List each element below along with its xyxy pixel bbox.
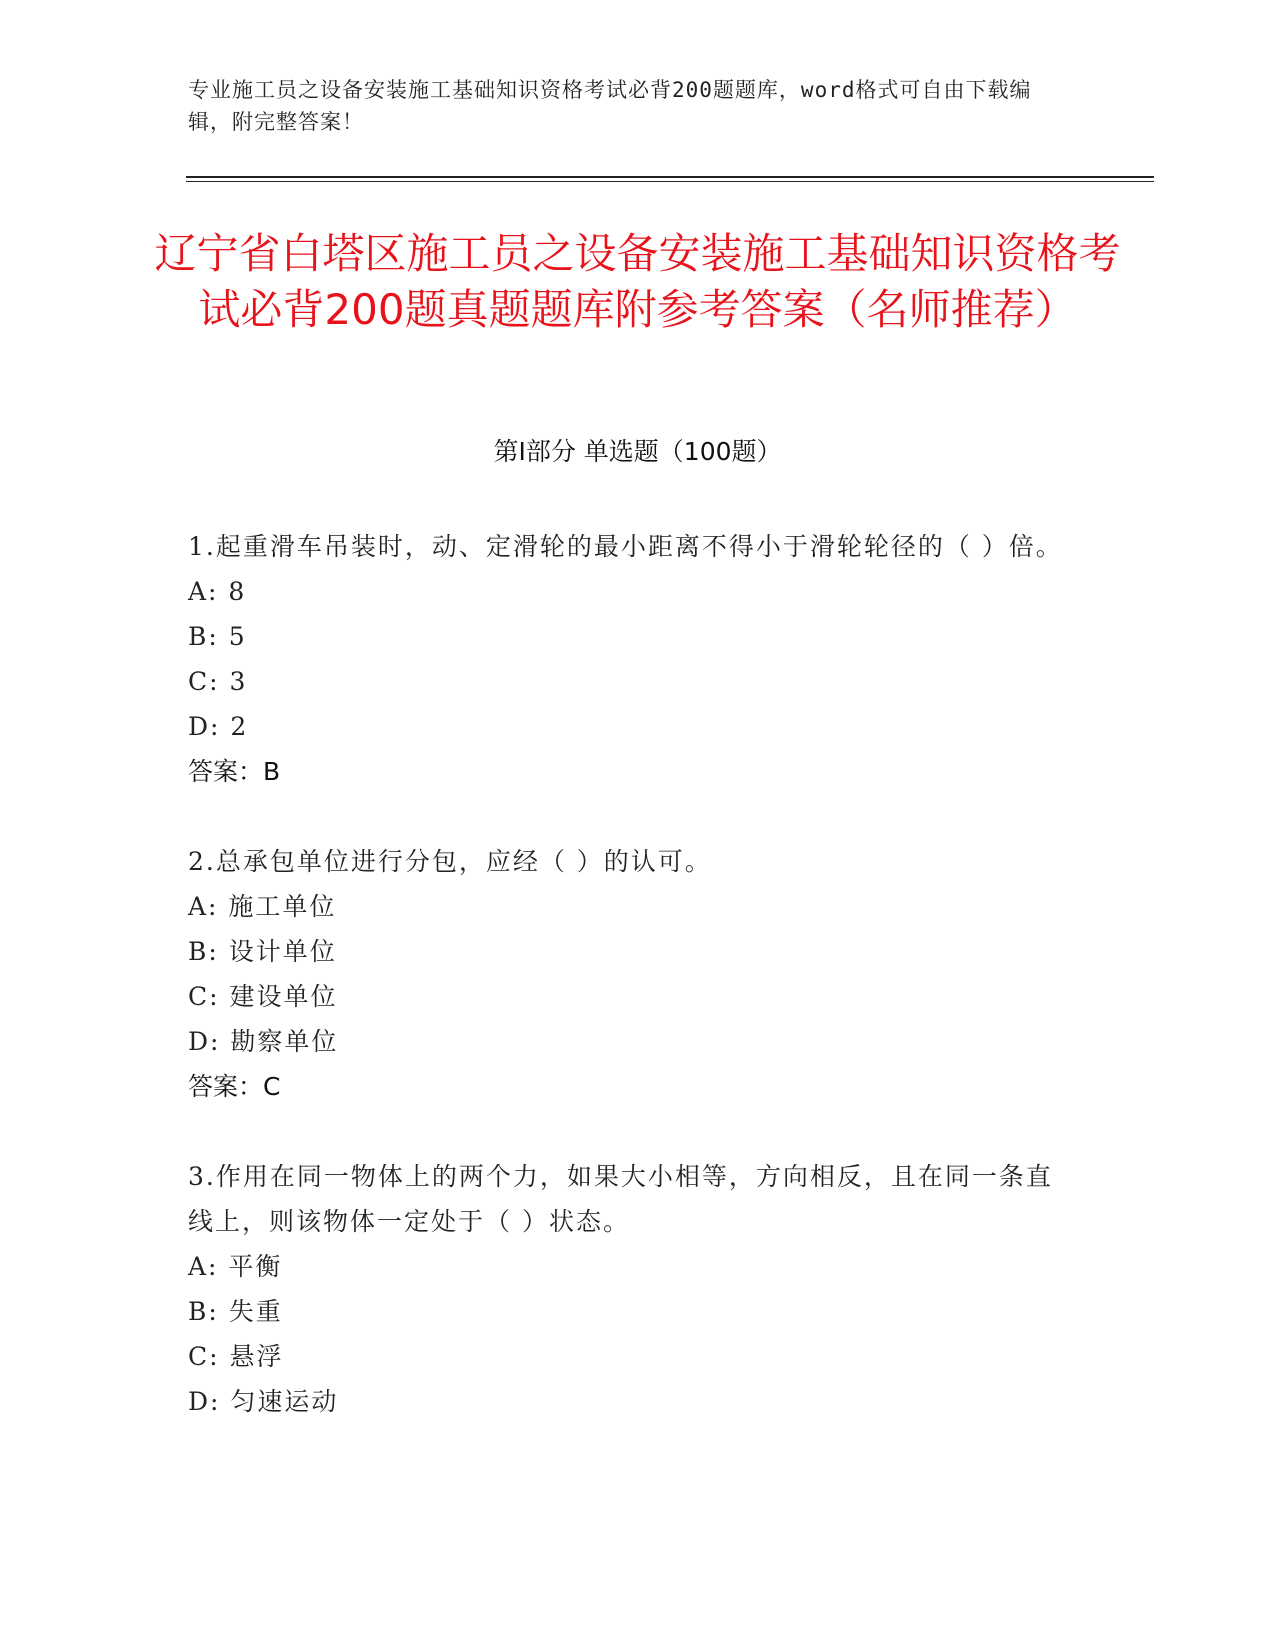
section-title: 第Ⅰ部分 单选题（100题）: [493, 437, 782, 466]
question-2: [188, 839, 1068, 1110]
header-divider-thick: [186, 176, 1154, 178]
document-title: 辽宁省白塔区施工员之设备安装施工基础知识资格考试必背200题真题题库附参考答案（名师推荐）: [154, 229, 1121, 334]
option-d: D: 勘察单位: [188, 1027, 339, 1056]
question-1: [188, 524, 1068, 795]
question-3: [188, 1154, 1068, 1424]
option-a: A: 施工单位: [188, 892, 337, 921]
option-d: D: 匀速运动: [188, 1387, 339, 1416]
question-stem: 2.总承包单位进行分包，应经（ ）的认可。: [188, 847, 712, 876]
header-note: 专业施工员之设备安装施工基础知识资格考试必背200题题库，word格式可自由下载编辑，附完整答案！: [188, 78, 1032, 134]
option-a: A: 8: [188, 577, 247, 606]
option-c: C: 建设单位: [188, 982, 338, 1011]
option-b: B: 失重: [188, 1297, 283, 1326]
header-divider-thin: [186, 181, 1154, 182]
option-b: B: 5: [188, 622, 247, 651]
option-b: B: 设计单位: [188, 937, 337, 966]
option-a: A: 平衡: [188, 1252, 283, 1281]
option-c: C: 3: [188, 667, 248, 696]
option-d: D: 2: [188, 712, 249, 741]
answer-line: 答案：C: [188, 1072, 281, 1101]
question-stem: 3.作用在同一物体上的两个力，如果大小相等，方向相反，且在同一条直线上，则该物体一定处于（ ）状态。: [188, 1162, 1053, 1236]
answer-line: 答案：B: [188, 757, 281, 786]
question-stem: 1.起重滑车吊装时，动、定滑轮的最小距离不得小于滑轮轮径的（ ）倍。: [188, 532, 1063, 561]
option-c: C: 悬浮: [188, 1342, 284, 1371]
question-list: [188, 524, 1068, 1468]
